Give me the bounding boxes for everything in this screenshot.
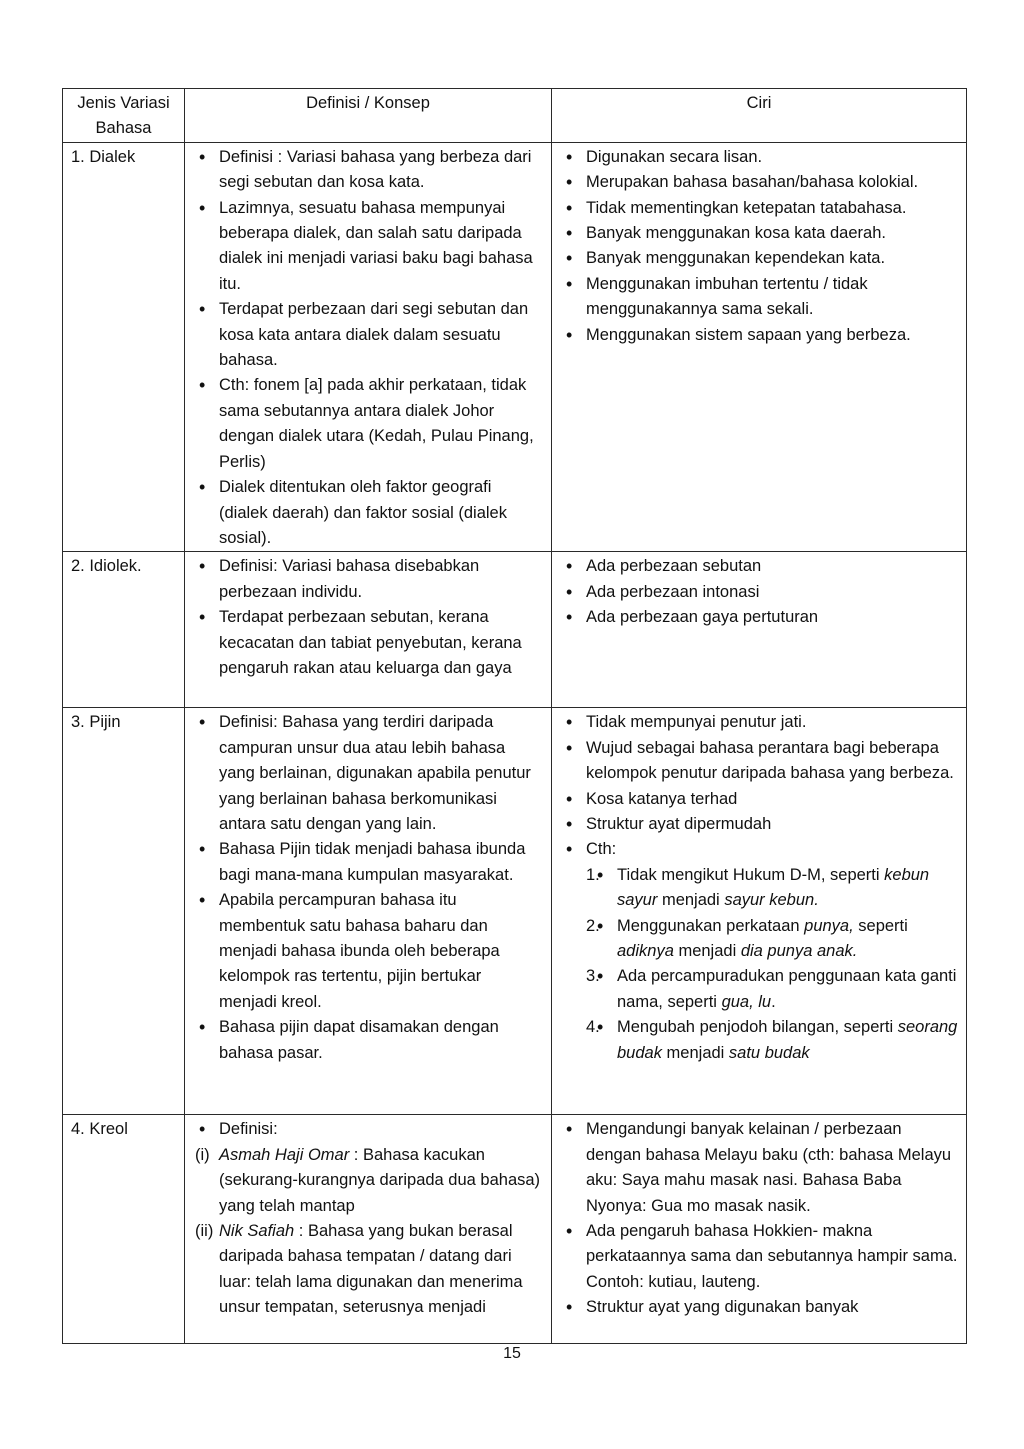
list-item: • Definisi: <box>219 1117 543 1142</box>
cth-italic: punya, <box>804 916 854 935</box>
list-item: • Definisi: Variasi bahasa disebabkan perbezaan individu. <box>219 554 543 605</box>
cth-text: . <box>771 992 776 1011</box>
list-item: • Ada perbezaan sebutan <box>586 554 958 579</box>
row-name: 4. Kreol <box>63 1115 185 1344</box>
cth-italic: satu budak <box>728 1043 810 1062</box>
ciri-cell <box>552 1115 967 1344</box>
cth-item <box>586 863 958 914</box>
list-item: • Dialek ditentukan oleh faktor geografi (dialek daerah) dan faktor sosial (dialek sosial). <box>219 475 543 551</box>
list-item: • Struktur ayat dipermudah <box>586 812 958 837</box>
row-name: 1. Dialek <box>63 142 185 552</box>
cth-number: • 4. <box>586 1018 600 1037</box>
cth-text: Mengubah penjodoh bilangan, seperti <box>617 1018 898 1037</box>
ciri-list <box>560 554 958 630</box>
list-item: • Ada perbezaan gaya pertuturan <box>586 605 958 630</box>
subitem-number: (ii) <box>195 1221 214 1240</box>
variasi-bahasa-table <box>62 88 967 1344</box>
cth-text: Ada percampuradukan penggunaan kata ganti nama, seperti <box>617 967 957 1011</box>
subitem-text: : Bahasa yang bukan berasal daripada bahasa tempatan / datang dari luar: telah lama digunakan dan menerima unsur tempatan, seterusnya menjadi <box>219 1221 523 1317</box>
author-name: Nik Safiah <box>219 1221 295 1240</box>
list-item: • Cth: fonem [a] pada akhir perkataan, tidak sama sebutannya antara dialek Johor dengan dialek utara (Kedah, Pulau Pinang, Perlis) <box>219 373 543 475</box>
list-item <box>586 837 958 1066</box>
list-item: • Definisi : Variasi bahasa yang berbeza dari segi sebutan dan kosa kata. <box>219 145 543 196</box>
table-row-dialek <box>63 142 967 552</box>
list-item: • Banyak menggunakan kosa kata daerah. <box>586 221 958 246</box>
list-item: • Menggunakan sistem sapaan yang berbeza. <box>586 323 958 348</box>
header-ciri: Ciri <box>552 89 967 143</box>
cth-item <box>586 1015 958 1066</box>
cth-italic: dia punya anak. <box>740 941 858 960</box>
header-definisi: Definisi / Konsep <box>185 89 552 143</box>
cth-italic: seorang budak <box>617 1018 958 1062</box>
cth-italic: gua, lu <box>721 992 772 1011</box>
list-item: • Terdapat perbezaan dari segi sebutan dan kosa kata antara dialek dalam sesuatu bahasa. <box>219 297 543 373</box>
definisi-list <box>193 710 543 1066</box>
row-name: 2. Idiolek. <box>63 552 185 708</box>
list-item: • Bahasa Pijin tidak menjadi bahasa ibunda bagi mana-mana kumpulan masyarakat. <box>219 837 543 888</box>
list-item: • Bahasa pijin dapat disamakan dengan bahasa pasar. <box>219 1015 543 1066</box>
cth-text: Menggunakan perkataan <box>617 916 805 935</box>
definisi-cell <box>185 142 552 552</box>
list-item: • Ada perbezaan intonasi <box>586 580 958 605</box>
cth-text: menjadi <box>657 891 725 910</box>
list-item: • Digunakan secara lisan. <box>586 145 958 170</box>
cth-text: menjadi <box>673 941 741 960</box>
ciri-cell <box>552 142 967 552</box>
cth-text: menjadi <box>661 1043 729 1062</box>
list-item: • Apabila percampuran bahasa itu membentuk satu bahasa baharu dan menjadi bahasa ibunda oleh beberapa kelompok ras tertentu, pijin bertukar menjadi kreol. <box>219 888 543 1015</box>
cth-italic: sayur kebun. <box>724 891 819 910</box>
subitem-text: : Bahasa kacukan (sekurang-kurangnya daripada dua bahasa) yang telah mantap <box>219 1145 541 1215</box>
cth-label: Cth: <box>586 840 617 859</box>
cth-number: • 1. <box>586 865 600 884</box>
cth-item <box>586 914 958 965</box>
cth-text: Tidak mengikut Hukum D-M, seperti <box>617 865 885 884</box>
list-item: • Wujud sebagai bahasa perantara bagi beberapa kelompok penutur daripada bahasa yang berbeza. <box>586 736 958 787</box>
definisi-subitem <box>193 1143 543 1219</box>
cth-italic: kebun sayur <box>617 865 930 910</box>
cth-italic: adiknya <box>617 941 674 960</box>
cth-text: seperti <box>853 916 908 935</box>
cth-number: • 2. <box>586 916 600 935</box>
ciri-list <box>560 710 958 1066</box>
definisi-cell <box>185 708 552 1115</box>
definisi-list <box>193 145 543 552</box>
author-name: Asmah Haji Omar <box>219 1145 350 1164</box>
list-item: • Banyak menggunakan kependekan kata. <box>586 246 958 271</box>
list-item: • Definisi: Bahasa yang terdiri daripada campuran unsur dua atau lebih bahasa yang berlainan, digunakan apabila penutur yang berlainan bahasa berkomunikasi antara satu dengan yang lain. <box>219 710 543 837</box>
table-row-pijin <box>63 708 967 1115</box>
cth-number: • 3. <box>586 967 600 986</box>
list-item: • Ada pengaruh bahasa Hokkien- makna perkataannya sama dan sebutannya hampir sama. Contoh: kutiau, lauteng. <box>586 1219 958 1295</box>
page-number: 15 <box>503 1345 521 1362</box>
ciri-cell <box>552 708 967 1115</box>
definisi-subitem <box>193 1219 543 1321</box>
definisi-cell <box>185 1115 552 1344</box>
definisi-cell <box>185 552 552 708</box>
table-row-kreol <box>63 1115 967 1344</box>
list-item: • Kosa katanya terhad <box>586 787 958 812</box>
ciri-cell <box>552 552 967 708</box>
list-item: • Mengandungi banyak kelainan / perbezaan dengan bahasa Melayu baku (cth: bahasa Melayu aku: Saya mahu masak nasi. Bahasa Baba Nyonya: Gua mo masak nasik. <box>586 1117 958 1219</box>
list-item: • Struktur ayat yang digunakan banyak <box>586 1295 958 1320</box>
list-item: • Menggunakan imbuhan tertentu / tidak menggunakannya sama sekali. <box>586 272 958 323</box>
table-row-idiolek <box>63 552 967 708</box>
list-item: • Terdapat perbezaan sebutan, kerana kecacatan dan tabiat penyebutan, kerana pengaruh rakan atau keluarga dan gaya <box>219 605 543 681</box>
row-name: 3. Pijin <box>63 708 185 1115</box>
header-jenis: Jenis Variasi Bahasa <box>63 89 185 143</box>
table-header-row <box>63 89 967 143</box>
cth-list <box>586 863 958 1066</box>
subitem-number: (i) <box>195 1145 210 1164</box>
ciri-list <box>560 145 958 348</box>
list-item: • Lazimnya, sesuatu bahasa mempunyai beberapa dialek, dan salah satu daripada dialek ini menjadi variasi baku bagi bahasa itu. <box>219 196 543 298</box>
list-item: • Merupakan bahasa basahan/bahasa kolokial. <box>586 170 958 195</box>
ciri-list <box>560 1117 958 1320</box>
list-item: • Tidak mempunyai penutur jati. <box>586 710 958 735</box>
definisi-list <box>193 554 543 681</box>
list-item: • Tidak mementingkan ketepatan tatabahasa. <box>586 196 958 221</box>
definisi-list <box>193 1117 543 1142</box>
cth-item <box>586 964 958 1015</box>
